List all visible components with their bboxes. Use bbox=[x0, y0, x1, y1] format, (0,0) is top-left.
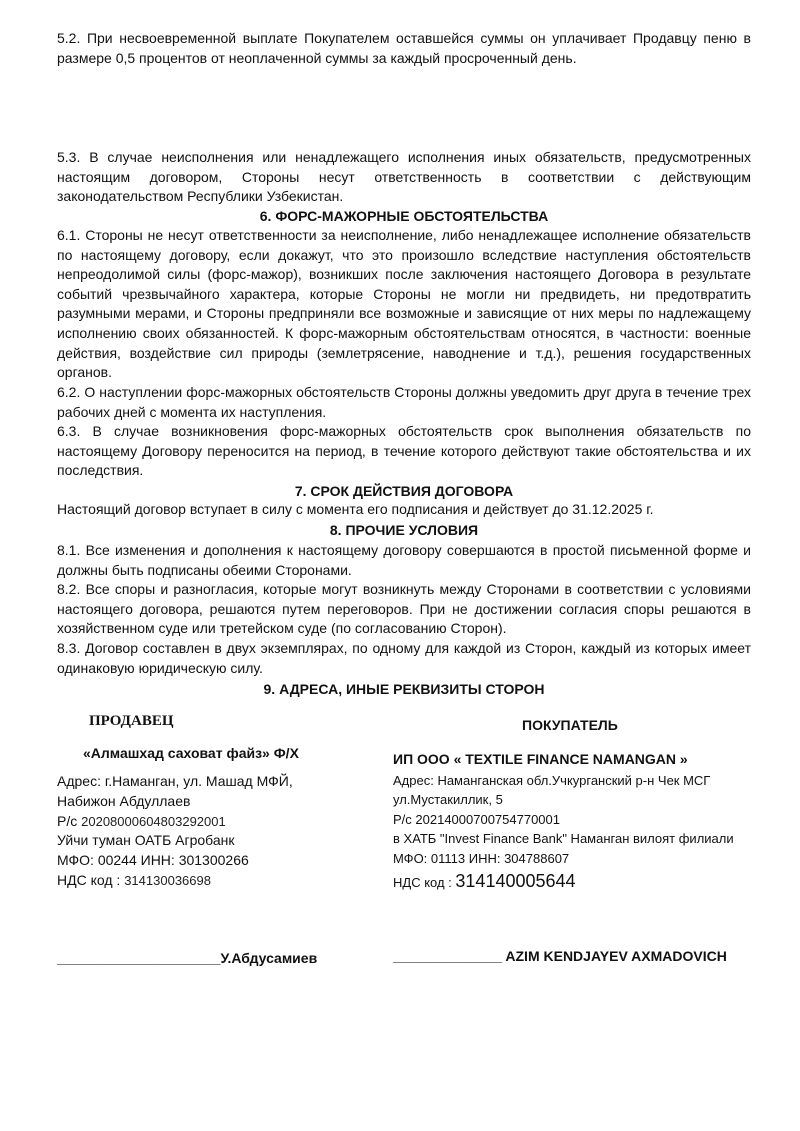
section-7-heading: 7. СРОК ДЕЙСТВИЯ ДОГОВОРА bbox=[294, 483, 514, 499]
buyer-address-line-1: Адрес: Наманганская обл.Учкурганский р-н Чек МСГ bbox=[393, 773, 711, 788]
seller-signature-line: _____________________ bbox=[57, 950, 221, 966]
buyer-mfo-inn: МФО: 01113 ИНН: 304788607 bbox=[393, 850, 570, 866]
buyer-heading: ПОКУПАТЕЛЬ bbox=[522, 717, 618, 733]
section-8-heading: 8. ПРОЧИЕ УСЛОВИЯ bbox=[329, 522, 479, 538]
clause-6-3: 6.3. В случае возникновения форс-мажорных обстоятельств срок выполнения обязательств по настоящему Договору переносится на период, в течение которого действуют такие обстоятельства и их последствия. bbox=[57, 423, 751, 479]
clause-8-1: 8.1. Все изменения и дополнения к настоящему договору совершаются в простой письменной форме и должны быть подписаны обеими Сторонами. bbox=[57, 542, 751, 578]
buyer-vat: 314140005644 bbox=[455, 871, 576, 892]
section-6-heading: 6. ФОРС-МАЖОРНЫЕ ОБСТОЯТЕЛЬСТВА bbox=[259, 208, 549, 224]
clause-6-2: 6.2. О наступлении форс-мажорных обстоятельств Стороны должны уведомить друг друга в течение трех рабочих дней с момента их наступления. bbox=[57, 384, 751, 420]
clause-8-3: 8.3. Договор составлен в двух экземплярах, по одному для каждой из Сторон, каждый из которых имеет одинаковую юридическую силу. bbox=[57, 640, 751, 676]
seller-name: «Алмашхад саховат файз» Ф/Х bbox=[83, 745, 299, 761]
buyer-bank: в ХАТБ "Invest Finance Bank" Наманган вилоят филиали bbox=[393, 831, 734, 847]
buyer-signature bbox=[393, 948, 727, 964]
clause-8-2: 8.2. Все споры и разногласия, которые могут возникнуть между Сторонами в соответствии с условиями настоящего договора, решаются путем переговоров. При не достижении согласия споры решаются в хозяйственном суде или третейском суде (по согласованию Сторон). bbox=[57, 581, 751, 637]
seller-account-line bbox=[57, 812, 293, 832]
buyer-vat-label: НДС код : bbox=[393, 875, 456, 891]
seller-bank: Уйчи туман ОАТБ Агробанк bbox=[57, 832, 235, 849]
buyer-name: ИП ООО « TEXTILE FINANCE NAMANGAN » bbox=[393, 751, 688, 767]
seller-signature bbox=[57, 950, 317, 966]
seller-vat-label: НДС код : bbox=[57, 871, 125, 888]
buyer-requisites bbox=[393, 771, 734, 896]
seller-account: 20208000604803292001 bbox=[81, 813, 226, 829]
seller-vat-line bbox=[57, 871, 293, 891]
buyer-address-line-2: ул.Мустакиллик, 5 bbox=[393, 792, 503, 808]
seller-requisites bbox=[57, 772, 293, 891]
seller-mfo-inn: МФО: 00244 ИНН: 301300266 bbox=[57, 852, 249, 869]
buyer-account: Р/с 20214000700754770001 bbox=[393, 811, 560, 827]
seller-heading: ПРОДАВЕЦ bbox=[89, 713, 174, 729]
buyer-vat-line bbox=[393, 868, 734, 896]
clause-5-2: 5.2. При несвоевременной выплате Покупателем оставшейся суммы он уплачивает Продавцу пеню в размере 0,5 процентов от неоплаченной суммы за каждый просроченный день. bbox=[57, 30, 751, 66]
section-9-heading: 9. АДРЕСА, ИНЫЕ РЕКВИЗИТЫ СТОРОН bbox=[263, 681, 545, 697]
seller-signatory: У.Абдусамиев bbox=[220, 950, 318, 966]
buyer-signature-line: ______________ bbox=[393, 948, 503, 964]
clause-6-1: 6.1. Стороны не несут ответственности за неисполнение, либо ненадлежащее исполнение обязательств по настоящему договору, если докажут, что это произошло вследствие наступления обстоятельств непреодолимой силы (форс-мажор), возникших после заключения настоящего Договора в результате событий чрезвычайного характера, которые Стороны не могли ни предвидеть, ни предотвратить разумными мерами, и Стороны предприняли все возможные и зависящие от них меры по надлежащему исполнению своих обязанностей. К форс-мажорным обстоятельствам относятся, в частности: военные действия, воздействие сил природы (землетрясение, наводнение и т.д.), решения государственных органов. bbox=[57, 227, 751, 381]
clause-5-3: 5.3. В случае неисполнения или ненадлежащего исполнения иных обязательств, предусмотренных настоящим договором, Стороны несут ответственность в соответствии с действующим законодательством Республики Узбекистан. bbox=[57, 149, 751, 205]
clause-7: Настоящий договор вступает в силу с момента его подписания и действует до 31.12.2025 г. bbox=[57, 501, 654, 517]
buyer-signatory: AZIM KENDJAYEV AXMADOVICH bbox=[505, 948, 727, 964]
seller-account-label: Р/с bbox=[57, 812, 82, 829]
seller-address-line-2: Набижон Абдуллаев bbox=[57, 792, 191, 809]
seller-vat: 314130036698 bbox=[124, 872, 211, 888]
seller-address-line-1: Адрес: г.Наманган, ул. Машад МФЙ, bbox=[57, 773, 293, 789]
